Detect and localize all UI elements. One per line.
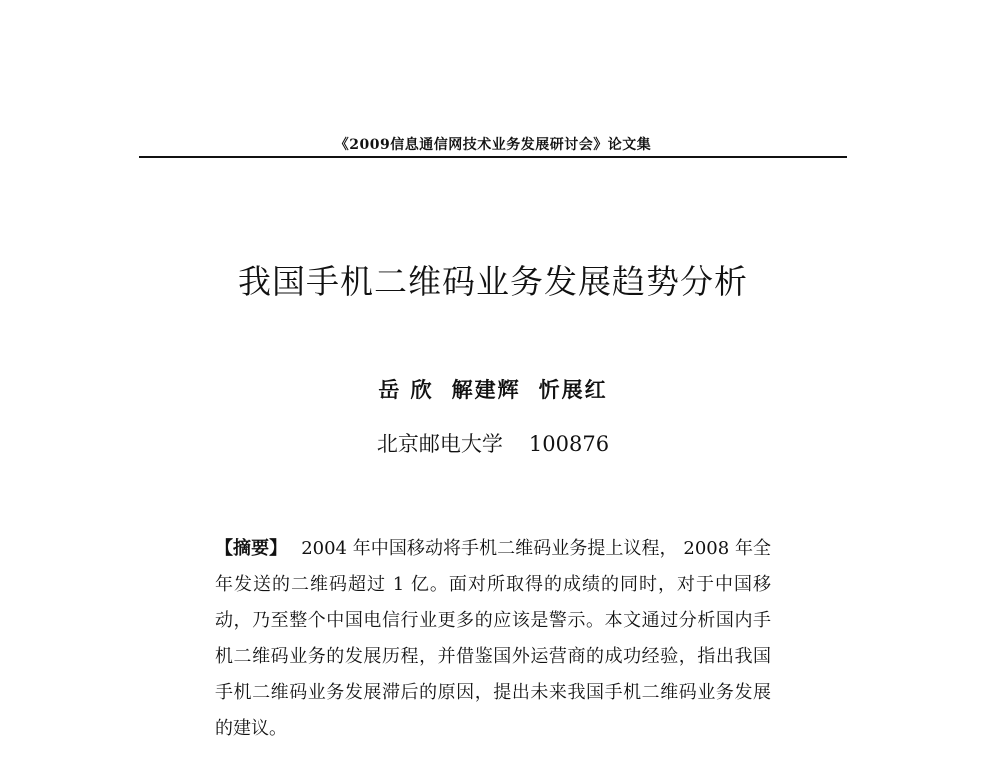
author-name: 忻展红 <box>538 377 608 402</box>
header-divider <box>139 156 847 158</box>
paper-title: 我国手机二维码业务发展趋势分析 <box>238 262 748 301</box>
abstract-label: 【摘要】 <box>215 538 288 559</box>
institution-name: 北京邮电大学 <box>376 432 503 456</box>
affiliation <box>140 428 846 458</box>
author-name: 岳 欣 <box>378 377 434 402</box>
abstract-text: 2004 年中国移动将手机二维码业务提上议程， 2008 年全年发送的二维码超过 1 亿。面对所取得的成绩的同时，对于中国移动，乃至整个中国电信行业更多的应该是警示。本文通过分析国内手机二维码业务的发展历程，并借鉴国外运营商的成功经验，指出我国手机二维码业务发展滞后的原因，提出未来我国手机二维码业务发展的建议。 <box>215 538 771 739</box>
running-header: 《2009信息通信网技术业务发展研讨会》论文集 <box>334 137 652 153</box>
abstract <box>215 531 771 747</box>
author-list <box>140 374 846 404</box>
postcode: 100876 <box>528 432 610 456</box>
author-name: 解建辉 <box>451 377 521 402</box>
